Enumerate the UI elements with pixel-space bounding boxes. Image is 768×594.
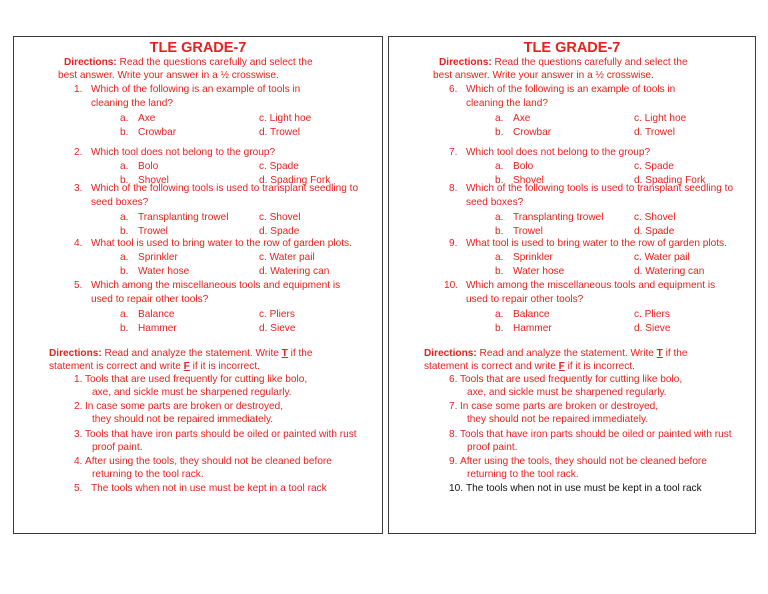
option-c: c. Light hoe xyxy=(634,113,687,124)
option-b: Water hose xyxy=(513,266,565,277)
question-number: 1. xyxy=(74,84,83,95)
directions-text: statement is correct and write xyxy=(49,361,181,372)
statement-number: 9. xyxy=(449,456,458,467)
question-number: 3. xyxy=(74,183,83,194)
directions-label: Directions: xyxy=(64,57,117,68)
statement-text-line2: they should not be repaired immediately. xyxy=(92,414,274,425)
option-letter-b: b. xyxy=(120,127,129,138)
question-text: Which of the following is an example of tools in xyxy=(91,84,301,95)
option-c: c. Spade xyxy=(259,161,299,172)
directions-text: Read and analyze the statement. Write xyxy=(104,348,279,359)
statement-text: In case some parts are broken or destroyed, xyxy=(85,401,284,412)
statement-number: 8. xyxy=(449,429,458,440)
question-text: Which tool does not belong to the group? xyxy=(466,147,651,158)
directions-label: Directions: xyxy=(439,57,492,68)
question-number: 6. xyxy=(449,84,458,95)
question-number: 5. xyxy=(74,280,83,291)
directions-text: statement is correct and write xyxy=(424,361,556,372)
option-a: Bolo xyxy=(513,161,534,172)
question-text: Which tool does not belong to the group? xyxy=(91,147,276,158)
directions-text: if the xyxy=(665,348,688,359)
statement-text: Tools that are used frequently for cutting like bolo, xyxy=(85,374,308,385)
option-d: d. Watering can xyxy=(634,266,705,277)
option-a: Bolo xyxy=(138,161,159,172)
option-letter-b: b. xyxy=(120,266,129,277)
directions-text-line2: best answer. Write your answer in a ½ crosswise. xyxy=(433,70,654,81)
directions-text: Read the questions carefully and select the xyxy=(494,57,688,68)
statement-number: 7. xyxy=(449,401,458,412)
option-a: Transplanting trowel xyxy=(138,212,229,223)
quiz-sheet-left xyxy=(13,36,383,534)
option-letter-a: a. xyxy=(120,161,129,172)
statement-text: In case some parts are broken or destroyed, xyxy=(460,401,659,412)
question-number: 9. xyxy=(449,238,458,249)
statement-number: 6. xyxy=(449,374,458,385)
statement-text-line2: axe, and sickle must be sharpened regularly. xyxy=(92,387,292,398)
directions-part2-line2 xyxy=(49,360,260,374)
statement-text: Tools that have iron parts should be oiled or painted with rust xyxy=(460,429,732,440)
question-number: 4. xyxy=(74,238,83,249)
directions-part2-line2 xyxy=(424,360,635,374)
question-text-line2: cleaning the land? xyxy=(91,98,173,109)
directions-part2 xyxy=(424,347,688,361)
question-text: Which of the following tools is used to transplant seedling to xyxy=(466,183,734,194)
option-letter-a: a. xyxy=(495,212,504,223)
question-text-line2: cleaning the land? xyxy=(466,98,548,109)
question-text: Which of the following tools is used to transplant seedling to xyxy=(91,183,359,194)
option-letter-b: b. xyxy=(495,266,504,277)
option-d: d. Watering can xyxy=(259,266,330,277)
option-d: d. Spade xyxy=(634,226,675,237)
option-letter-b: b. xyxy=(495,226,504,237)
directions-text: if it is incorrect. xyxy=(192,361,260,372)
option-letter-a: a. xyxy=(495,309,504,320)
option-d: d. Spading Fork xyxy=(259,175,331,186)
question-text-line2: used to repair other tools? xyxy=(466,294,584,305)
directions-text: if it is incorrect. xyxy=(567,361,635,372)
question-text: What tool is used to bring water to the row of garden plots. xyxy=(91,238,352,249)
option-a: Axe xyxy=(513,113,531,124)
statement-text: After using the tools, they should not be cleaned before xyxy=(460,456,707,467)
option-c: c. Water pail xyxy=(634,252,690,263)
statement-text-line2: they should not be repaired immediately. xyxy=(467,414,649,425)
option-letter-b: b. xyxy=(120,323,129,334)
option-d: d. Trowel xyxy=(259,127,300,138)
option-d: d. Sieve xyxy=(634,323,671,334)
question-number: 8. xyxy=(449,183,458,194)
statement-text: Tools that have iron parts should be oiled or painted with rust xyxy=(85,429,357,440)
option-letter-b: b. xyxy=(495,127,504,138)
statement-number: 2. xyxy=(74,401,83,412)
option-d: d. Spade xyxy=(259,226,300,237)
option-a: Sprinkler xyxy=(513,252,553,263)
directions-part2 xyxy=(49,347,313,361)
option-b: Water hose xyxy=(138,266,190,277)
statement-text: The tools when not in use must be kept in a tool rack xyxy=(466,483,702,494)
quiz-sheet-right xyxy=(388,36,756,534)
directions-text-line2: best answer. Write your answer in a ½ crosswise. xyxy=(58,70,279,81)
statement-text-line2: returning to the tool rack. xyxy=(467,469,579,480)
option-letter-a: a. xyxy=(120,113,129,124)
true-letter: T xyxy=(656,348,663,359)
statement-number: 5. xyxy=(74,483,83,494)
option-b: Hammer xyxy=(513,323,552,334)
option-b: Crowbar xyxy=(513,127,552,138)
option-b: Shovel xyxy=(138,175,169,186)
directions-part1 xyxy=(64,56,313,70)
option-letter-b: b. xyxy=(495,175,504,186)
option-letter-b: b. xyxy=(120,226,129,237)
quiz-title: TLE GRADE-7 xyxy=(523,40,621,56)
option-letter-b: b. xyxy=(120,175,129,186)
option-d: d. Sieve xyxy=(259,323,296,334)
option-c: c. Spade xyxy=(634,161,674,172)
question-number: 2. xyxy=(74,147,83,158)
directions-text: Read and analyze the statement. Write xyxy=(479,348,654,359)
option-b: Crowbar xyxy=(138,127,177,138)
option-a: Sprinkler xyxy=(138,252,178,263)
option-letter-b: b. xyxy=(495,323,504,334)
option-letter-a: a. xyxy=(495,252,504,263)
question-text: Which among the miscellaneous tools and equipment is xyxy=(91,280,341,291)
statement-text: The tools when not in use must be kept in a tool rack xyxy=(91,483,327,494)
directions-label: Directions: xyxy=(49,348,102,359)
directions-label: Directions: xyxy=(424,348,477,359)
true-letter: T xyxy=(281,348,288,359)
option-c: c. Pliers xyxy=(634,309,670,320)
option-a: Transplanting trowel xyxy=(513,212,604,223)
directions-text: Read the questions carefully and select the xyxy=(119,57,313,68)
option-d: d. Spading Fork xyxy=(634,175,706,186)
directions-text: if the xyxy=(290,348,313,359)
false-letter: F xyxy=(558,361,565,372)
directions-part1 xyxy=(439,56,688,70)
option-b: Trowel xyxy=(513,226,543,237)
option-b: Shovel xyxy=(513,175,544,186)
option-a: Balance xyxy=(138,309,175,320)
option-letter-a: a. xyxy=(120,252,129,263)
quiz-title: TLE GRADE-7 xyxy=(149,40,247,56)
statement-text-line2: returning to the tool rack. xyxy=(92,469,204,480)
question-text: Which among the miscellaneous tools and equipment is xyxy=(466,280,716,291)
statement-text-line2: axe, and sickle must be sharpened regularly. xyxy=(467,387,667,398)
statement-number: 1. xyxy=(74,374,83,385)
statement-text-line2: proof paint. xyxy=(467,442,518,453)
option-letter-a: a. xyxy=(495,161,504,172)
option-letter-a: a. xyxy=(120,212,129,223)
question-number: 7. xyxy=(449,147,458,158)
option-letter-a: a. xyxy=(495,113,504,124)
option-a: Axe xyxy=(138,113,156,124)
option-letter-a: a. xyxy=(120,309,129,320)
question-text-line2: seed boxes? xyxy=(466,197,524,208)
statement-number: 10. xyxy=(449,483,464,494)
question-text-line2: used to repair other tools? xyxy=(91,294,209,305)
statement-text: Tools that are used frequently for cutting like bolo, xyxy=(460,374,683,385)
question-text: What tool is used to bring water to the row of garden plots. xyxy=(466,238,727,249)
option-a: Balance xyxy=(513,309,550,320)
option-c: c. Shovel xyxy=(634,212,676,223)
question-text-line2: seed boxes? xyxy=(91,197,149,208)
option-b: Trowel xyxy=(138,226,168,237)
statement-text-line2: proof paint. xyxy=(92,442,143,453)
option-d: d. Trowel xyxy=(634,127,675,138)
question-number: 10. xyxy=(444,280,459,291)
option-c: c. Shovel xyxy=(259,212,301,223)
statement-number: 4. xyxy=(74,456,83,467)
option-b: Hammer xyxy=(138,323,177,334)
option-c: c. Pliers xyxy=(259,309,295,320)
option-c: c. Light hoe xyxy=(259,113,312,124)
false-letter: F xyxy=(183,361,190,372)
statement-text: After using the tools, they should not be cleaned before xyxy=(85,456,332,467)
option-c: c. Water pail xyxy=(259,252,315,263)
question-text: Which of the following is an example of tools in xyxy=(466,84,676,95)
statement-number: 3. xyxy=(74,429,83,440)
